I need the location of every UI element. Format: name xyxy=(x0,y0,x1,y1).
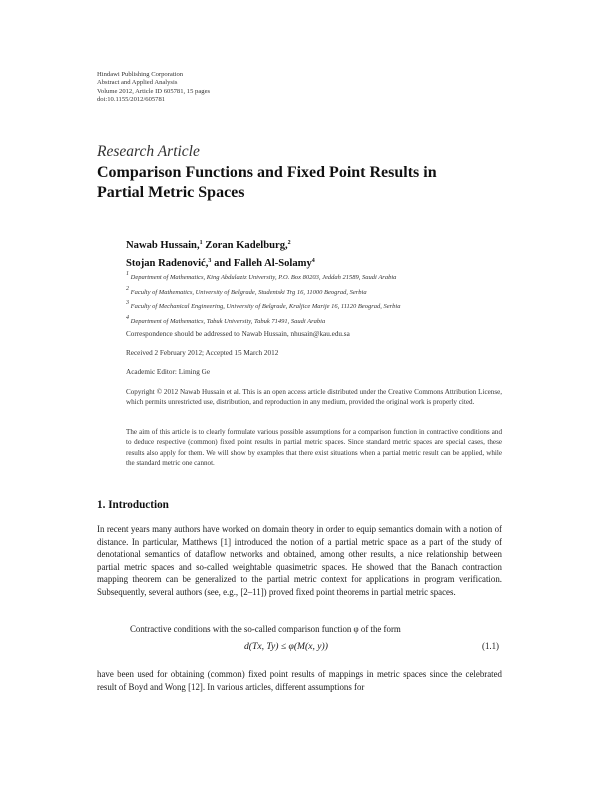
affiliation-number: 4 xyxy=(126,314,129,321)
journal-name: Abstract and Applied Analysis xyxy=(97,79,178,87)
affiliation xyxy=(126,284,400,299)
affiliation-text: Department of Mathematics, Tabuk University, Tabuk 71491, Saudi Arabia xyxy=(130,317,326,325)
affiliation xyxy=(126,298,400,313)
body-paragraph: have been used for obtaining (common) fixed point results of mappings in metric spaces since the celebrated result of Boyd and Wong [12]. In various articles, different assumptions for xyxy=(97,669,502,692)
received-accepted-dates: Received 2 February 2012; Accepted 15 March 2012 xyxy=(126,349,279,357)
affiliation-list xyxy=(126,269,400,327)
author-name: Stojan Radenović, xyxy=(126,257,209,269)
author-affil-ref: 4 xyxy=(311,257,315,264)
academic-editor: Academic Editor: Liming Ge xyxy=(126,368,211,376)
affiliation-number: 2 xyxy=(126,285,129,292)
journal-header xyxy=(97,71,210,104)
copyright-notice: Copyright © 2012 Nawab Hussain et al. This is an open access article distributed under the Creative Commons Attribution License, which permits unrestricted use, distribution, and reproduction in any medium, provided the original work is properly cited. xyxy=(126,388,502,407)
section-heading: 1. Introduction xyxy=(97,499,169,511)
article-type: Research Article xyxy=(97,143,200,160)
author-conjunction: and xyxy=(214,257,232,269)
body-paragraph: In recent years many authors have worked on domain theory in order to equip semantics domain with a notion of distance. In particular, Matthews [1] introduced the notion of a partial metric space as a part of the study of denotational semantics of dataflow networks and obtained, among other results, a nice relationship between partial metric spaces and so-called weightable quasimetric spaces. He showed that the Banach contraction mapping theorem can be generalized to the partial metric context for applications in program verification. Subsequently, several authors (see, e.g., [2–11]) proved fixed point theorems in partial metric spaces. xyxy=(97,524,502,597)
affiliation-text: Faculty of Mathematics, University of Belgrade, Studentski Trg 16, 11000 Beograd, Serbia xyxy=(130,288,367,296)
equation xyxy=(0,641,600,657)
author-affil-ref: 1 xyxy=(199,240,203,246)
author-name: Nawab Hussain, xyxy=(126,240,200,251)
abstract: The aim of this article is to clearly formulate various possible assumptions for a comparison function in contractive conditions and to deduce respective (common) fixed point results in partial metric spaces. Since standard metric spaces are special cases, these results also apply for them. We will show by examples that there exist situations when a partial metric result can be applied, while the standard metric one cannot. xyxy=(126,428,502,467)
author-affil-ref: 2 xyxy=(287,240,291,246)
author-list xyxy=(126,236,315,271)
affiliation-text: Department of Mathematics, King Abdulaziz University, P.O. Box 80203, Jeddah 21589, Saudi Arabia xyxy=(130,274,397,281)
correspondence: Correspondence should be addressed to Nawab Hussain, nhusain@kau.edu.sa xyxy=(126,330,350,338)
affiliation-number: 3 xyxy=(126,300,129,306)
affiliation xyxy=(126,269,400,284)
equation-number: (1.1) xyxy=(482,641,500,651)
affiliation-text: Faculty of Mechanical Engineering, University of Belgrade, Kraljice Marije 16, 11120 Beograd, Serbia xyxy=(130,303,401,310)
volume-info: Volume 2012, Article ID 605781, 15 pages xyxy=(97,87,211,95)
paper-title xyxy=(97,163,517,203)
author-name: Zoran Kadelburg, xyxy=(205,240,288,251)
publisher: Hindawi Publishing Corporation xyxy=(97,71,184,78)
affiliation-number: 1 xyxy=(126,271,129,277)
doi: doi:10.1155/2012/605781 xyxy=(97,95,166,103)
title-line-2: Partial Metric Spaces xyxy=(97,184,245,201)
title-line-1: Comparison Functions and Fixed Point Results in xyxy=(97,164,437,181)
author-name: Falleh Al-Solamy xyxy=(233,257,312,269)
author-line-1 xyxy=(126,236,315,254)
affiliation xyxy=(126,313,400,328)
body-paragraph: Contractive conditions with the so-called comparison function φ of the form xyxy=(130,624,401,634)
equation-formula: d(Tx, Ty) ≤ φ(M(x, y)) xyxy=(244,641,328,652)
author-affil-ref: 3 xyxy=(208,257,212,264)
